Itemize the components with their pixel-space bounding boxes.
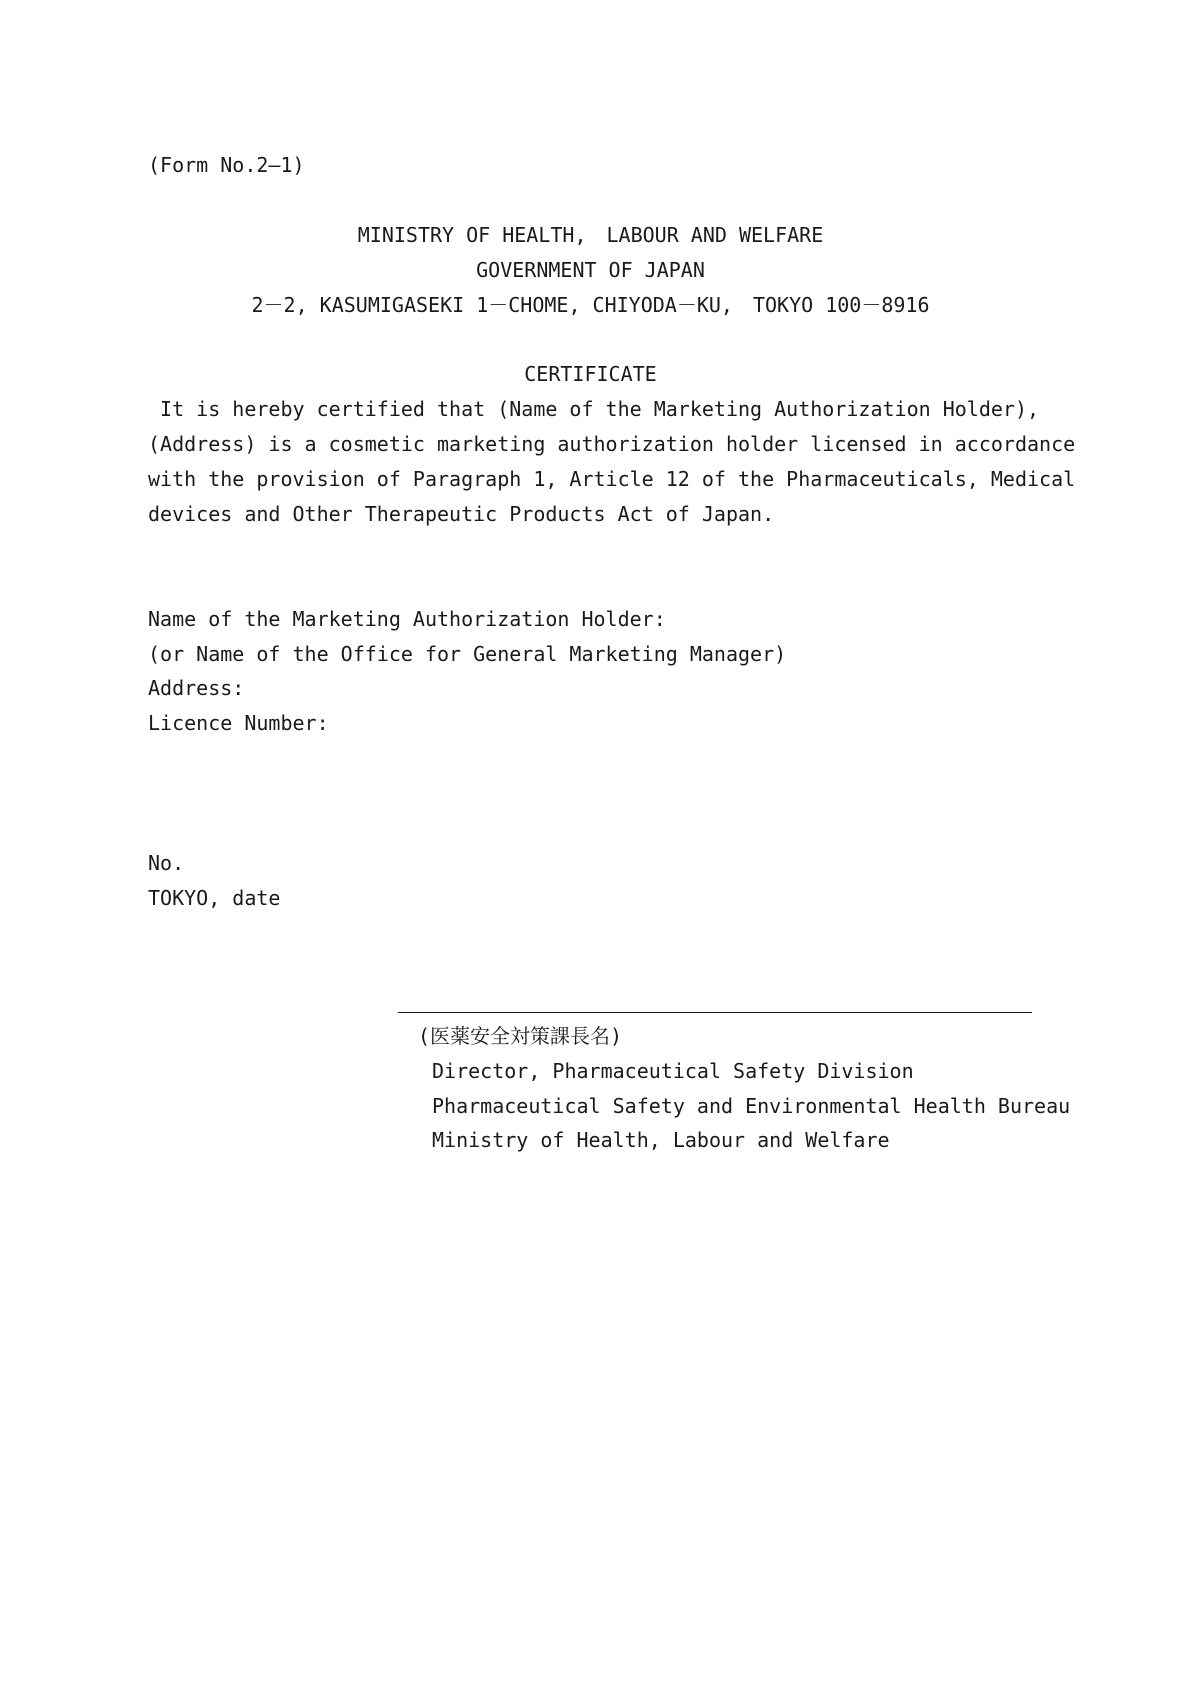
signature-ministry: Ministry of Health, Labour and Welfare xyxy=(432,1128,890,1152)
reference-number-label: No. xyxy=(148,851,185,875)
certificate-body-line: (Address) is a cosmetic marketing authorization holder licensed in accordance xyxy=(148,432,1076,456)
certificate-body-line: with the provision of Paragraph 1, Article 12 of the Pharmaceuticals, Medical xyxy=(148,467,1076,491)
certificate-title: CERTIFICATE xyxy=(524,362,657,386)
certificate-body-line: devices and Other Therapeutic Products Act of Japan. xyxy=(148,502,775,526)
ministry-heading: MINISTRY OF HEALTH, LABOUR AND WELFARE xyxy=(357,223,824,247)
signature-japanese-title: (医薬安全対策課長名) xyxy=(418,1024,623,1048)
holder-name-label: Name of the Marketing Authorization Holder: xyxy=(148,607,666,631)
form-number: (Form No.2—1) xyxy=(148,153,305,177)
ministry-address: 2－2, KASUMIGASEKI 1－CHOME, CHIYODA－KU, TOKYO 100－8916 xyxy=(251,293,930,317)
signature-line xyxy=(398,1012,1032,1013)
government-heading: GOVERNMENT OF JAPAN xyxy=(476,258,705,282)
licence-number-label: Licence Number: xyxy=(148,711,329,735)
certificate-body-line: It is hereby certified that (Name of the Marketing Authorization Holder), xyxy=(148,397,1040,421)
address-label: Address: xyxy=(148,676,245,700)
office-name-label: (or Name of the Office for General Marketing Manager) xyxy=(148,642,787,666)
signature-position: Director, Pharmaceutical Safety Division xyxy=(432,1059,914,1083)
signature-bureau: Pharmaceutical Safety and Environmental Health Bureau xyxy=(432,1094,1071,1118)
place-date-label: TOKYO, date xyxy=(148,886,281,910)
